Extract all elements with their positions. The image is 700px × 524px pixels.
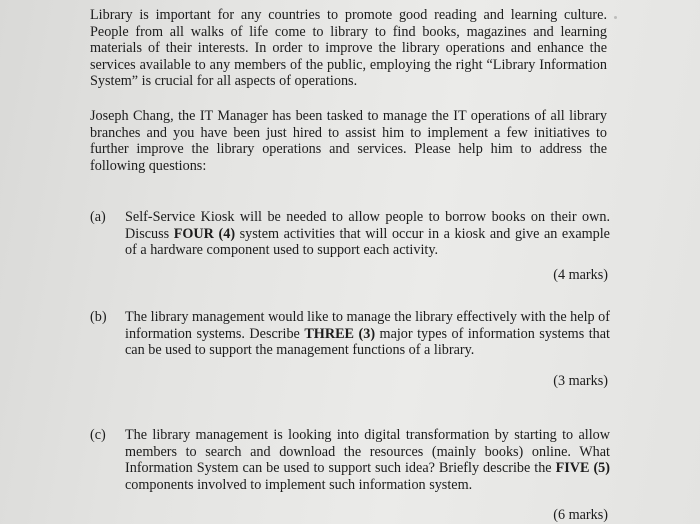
question-a bbox=[90, 209, 610, 283]
question-label: (c) bbox=[90, 427, 106, 443]
question-label: (b) bbox=[90, 309, 107, 325]
question-c bbox=[90, 427, 610, 524]
paper-speck bbox=[614, 16, 617, 19]
question-text-part: system activities that will occur in a kiosk and give an example of a hardware component used to support each activity. bbox=[125, 225, 610, 259]
question-label: (a) bbox=[90, 209, 106, 225]
marks-label: (6 marks) bbox=[553, 507, 608, 524]
intro-paragraph-1: Library is important for any countries to promote good reading and learning culture. People from all walks of life come to library to find books, magazines and learning materials of their interests. In order to improve the library operations and enhance the services available to any members of the public, employing the right “Library Information System” is crucial for all aspects of operations. bbox=[90, 7, 607, 90]
question-text-part: major types of information systems that can be used to support the management functions of a library. bbox=[125, 325, 610, 359]
intro-paragraph-2: Joseph Chang, the IT Manager has been tasked to manage the IT operations of all library branches and you have been just hired to assist him to implement a few initiatives to further improve the library operations and services. Please help him to address the following questions: bbox=[90, 108, 607, 174]
question-emphasis: THREE (3) bbox=[304, 325, 376, 342]
question-text-part: The library management would like to manage the library effectively with the help of information systems. Describe bbox=[125, 309, 610, 342]
question-emphasis: FOUR (4) bbox=[173, 225, 236, 242]
question-text bbox=[125, 209, 610, 259]
question-emphasis: FIVE (5) bbox=[555, 460, 610, 477]
question-text-part: The library management is looking into digital transformation by starting to allow members to search and download the resources (mainly books) online. What Information System can be used to support such idea? Briefly describe the bbox=[125, 427, 610, 477]
marks-label: (3 marks) bbox=[553, 372, 608, 389]
marks-label: (4 marks) bbox=[553, 266, 608, 283]
question-text-part: Self-Service Kiosk will be needed to allow people to borrow books on their own. Discuss bbox=[125, 209, 610, 242]
question-text bbox=[125, 309, 610, 359]
question-b bbox=[90, 309, 610, 389]
question-text bbox=[125, 427, 610, 493]
question-text-part: components involved to implement such information system. bbox=[125, 476, 473, 493]
